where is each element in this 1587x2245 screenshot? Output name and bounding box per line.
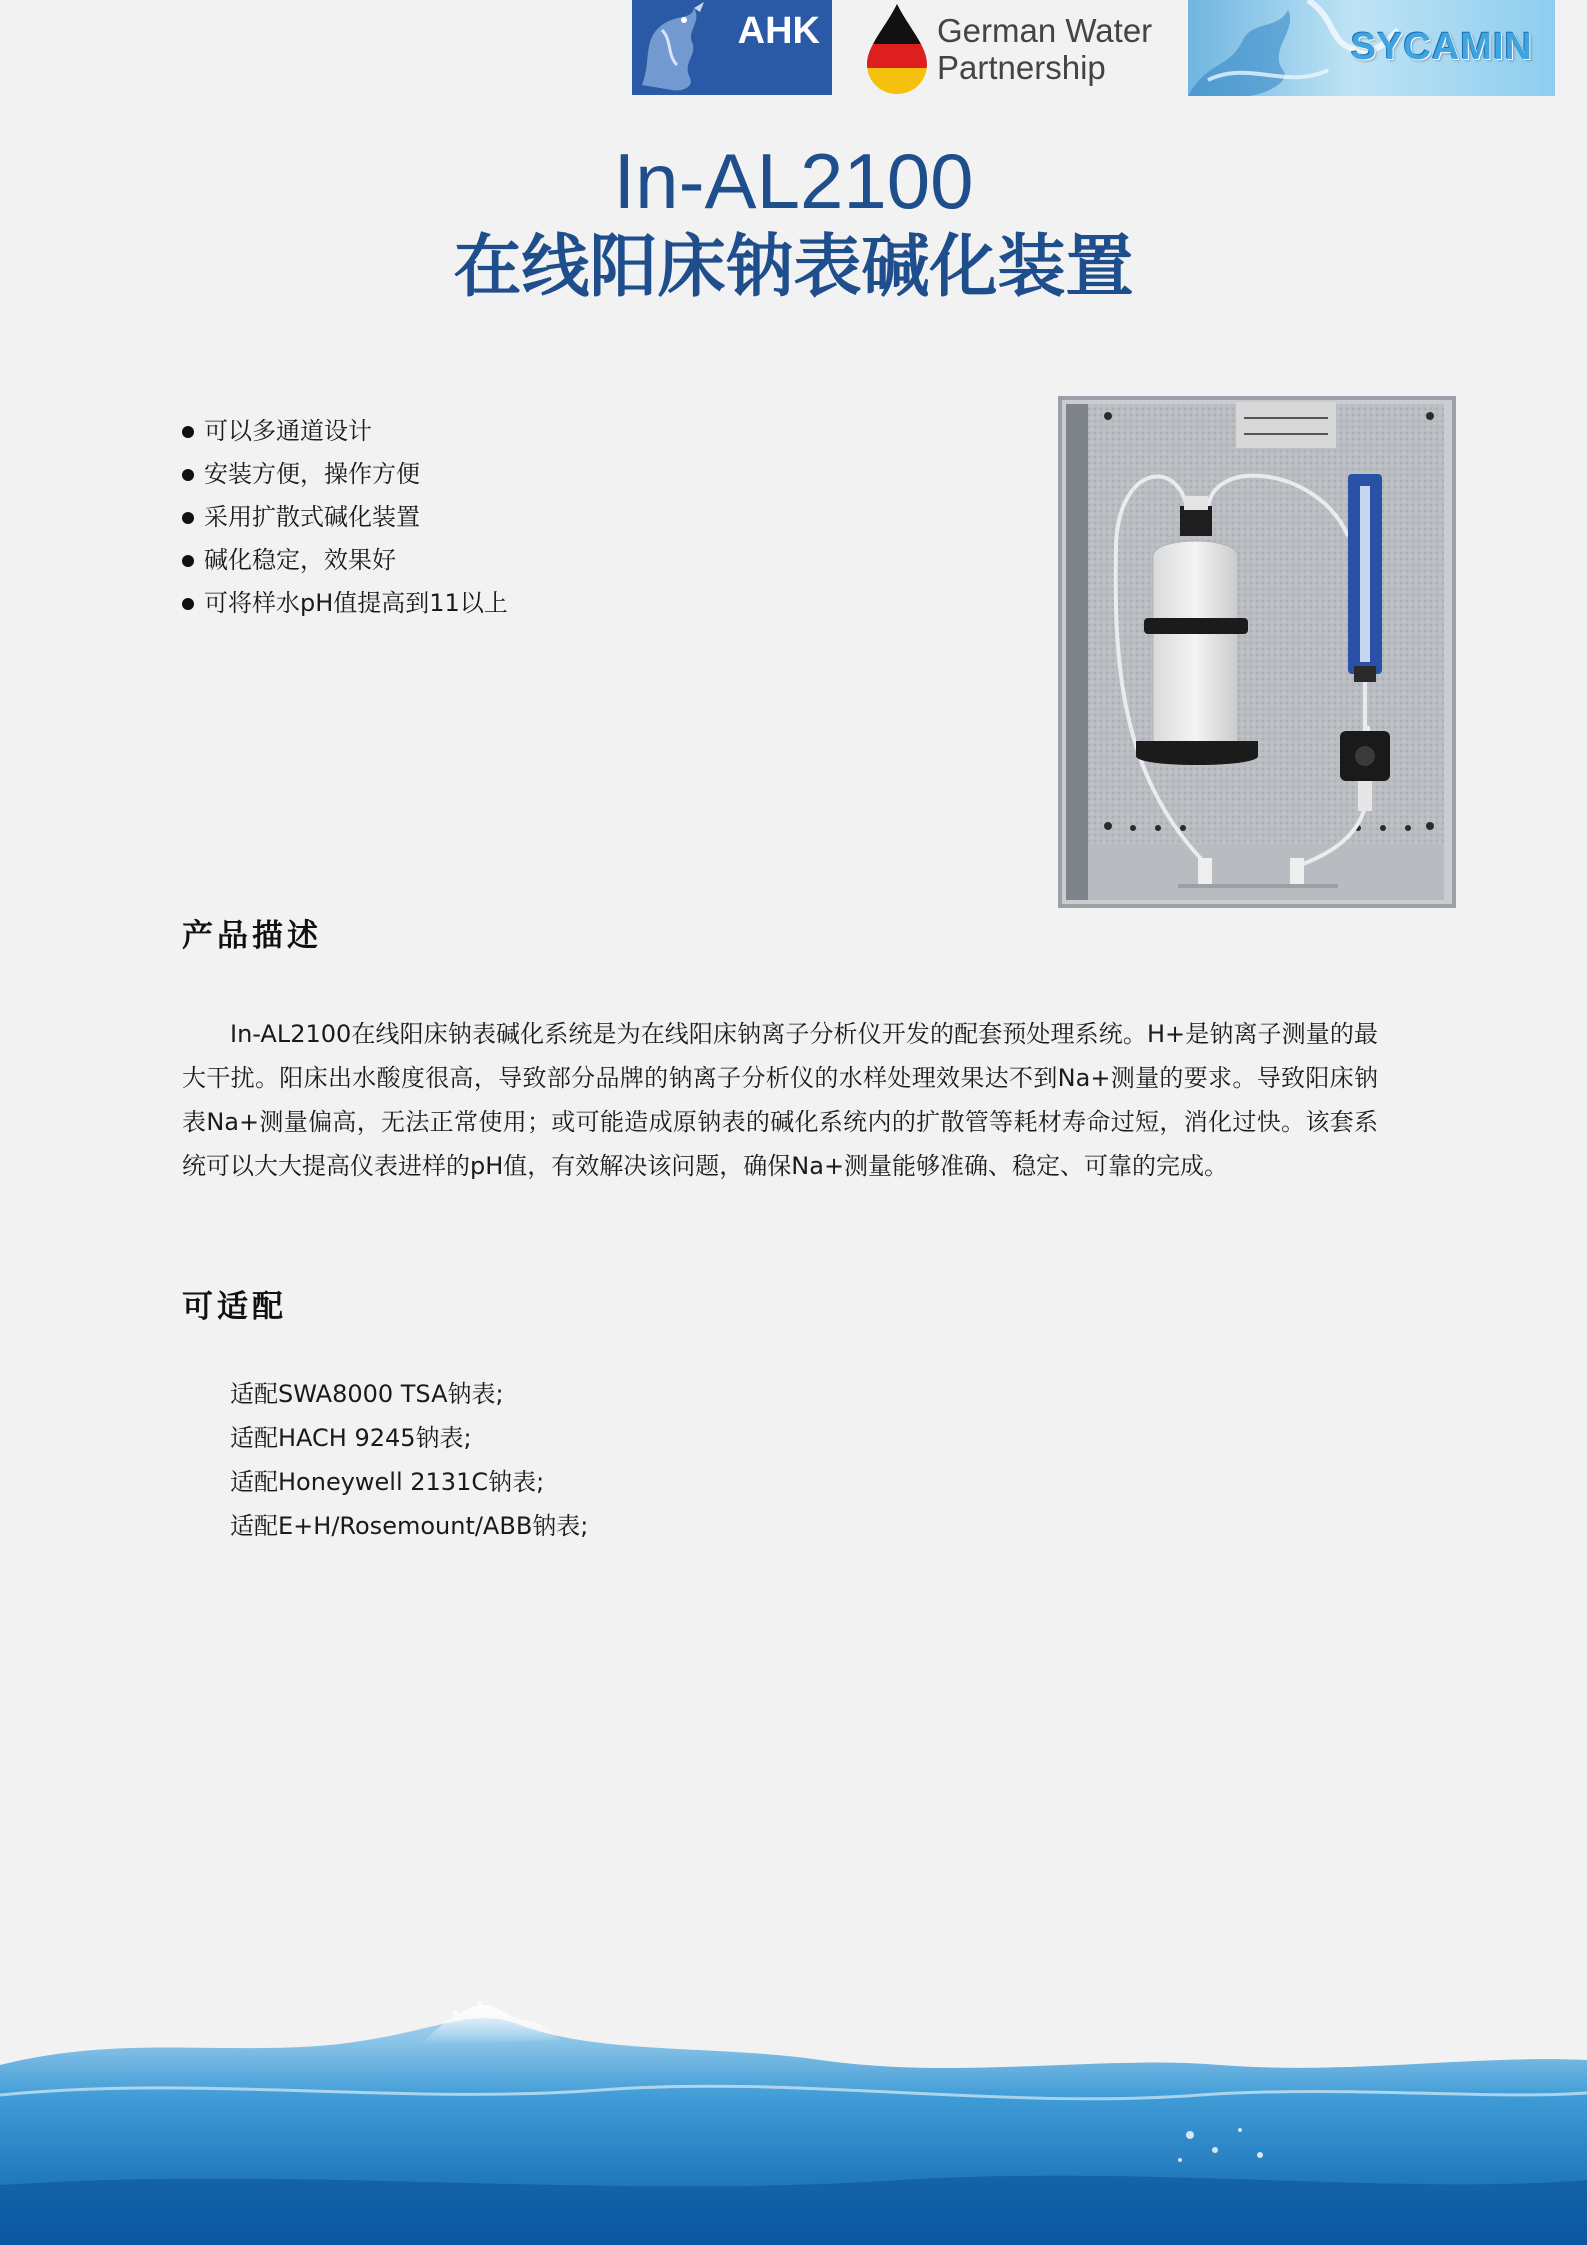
feature-list [182, 410, 508, 625]
feature-item: 可以多通道设计 [182, 410, 508, 453]
page-title-model: In-AL2100 [613, 137, 974, 225]
bullet-icon [182, 426, 194, 438]
logo-strip [632, 0, 1555, 96]
feature-item: 可将样水pH值提高到11以上 [182, 582, 508, 625]
compatibility-item: 适配HACH 9245钠表; [230, 1424, 472, 1452]
description-text: In-AL2100在线阳床钠表碱化系统是为在线阳床钠离子分析仪开发的配套预处理系统。H+是钠离子测量的最大干扰。阳床出水酸度很高，导致部分品牌的钠离子分析仪的水样处理效果达不到Na+测量的要求。导致阳床钠表Na+测量偏高，无法正常使用；或可能造成原钠表的碱化系统内的扩散管等耗材寿命过短，消化过快。该套系统可以大大提高仪表进样的pH值，有效解决该问题，确保Na+测量能够准确、稳定、可靠的完成。 [182, 1020, 1378, 1180]
water-drop-flag-icon [857, 0, 937, 96]
bullet-icon [182, 555, 194, 567]
section-title-description: 产品描述 [182, 918, 322, 954]
ahk-logo-text: AHK [737, 10, 820, 52]
bullet-icon [182, 512, 194, 524]
product-image [1058, 396, 1456, 908]
gwp-logo-text: German Water Partnership [937, 12, 1153, 86]
sycamin-logo [1188, 0, 1555, 96]
feature-item: 安装方便，操作方便 [182, 453, 508, 496]
compatibility-list [230, 1372, 588, 1548]
water-wave-decoration [0, 1985, 1587, 2245]
german-water-partnership-logo [857, 0, 1207, 96]
compatibility-item: 适配Honeywell 2131C钠表; [230, 1468, 545, 1496]
alkalization-unit-illustration [1058, 396, 1456, 908]
feature-item: 碱化稳定，效果好 [182, 539, 508, 582]
feature-item: 采用扩散式碱化装置 [182, 496, 508, 539]
bullet-icon [182, 469, 194, 481]
ahk-logo [632, 0, 832, 95]
section-title-compatibility: 可适配 [182, 1289, 287, 1325]
sycamin-logo-text: SYCAMIN [1350, 26, 1533, 68]
page-title-name: 在线阳床钠表碱化装置 [453, 228, 1134, 307]
compatibility-item: 适配E+H/Rosemount/ABB钠表; [230, 1512, 589, 1540]
compatibility-item: 适配SWA8000 TSA钠表; [230, 1380, 504, 1408]
bullet-icon [182, 598, 194, 610]
